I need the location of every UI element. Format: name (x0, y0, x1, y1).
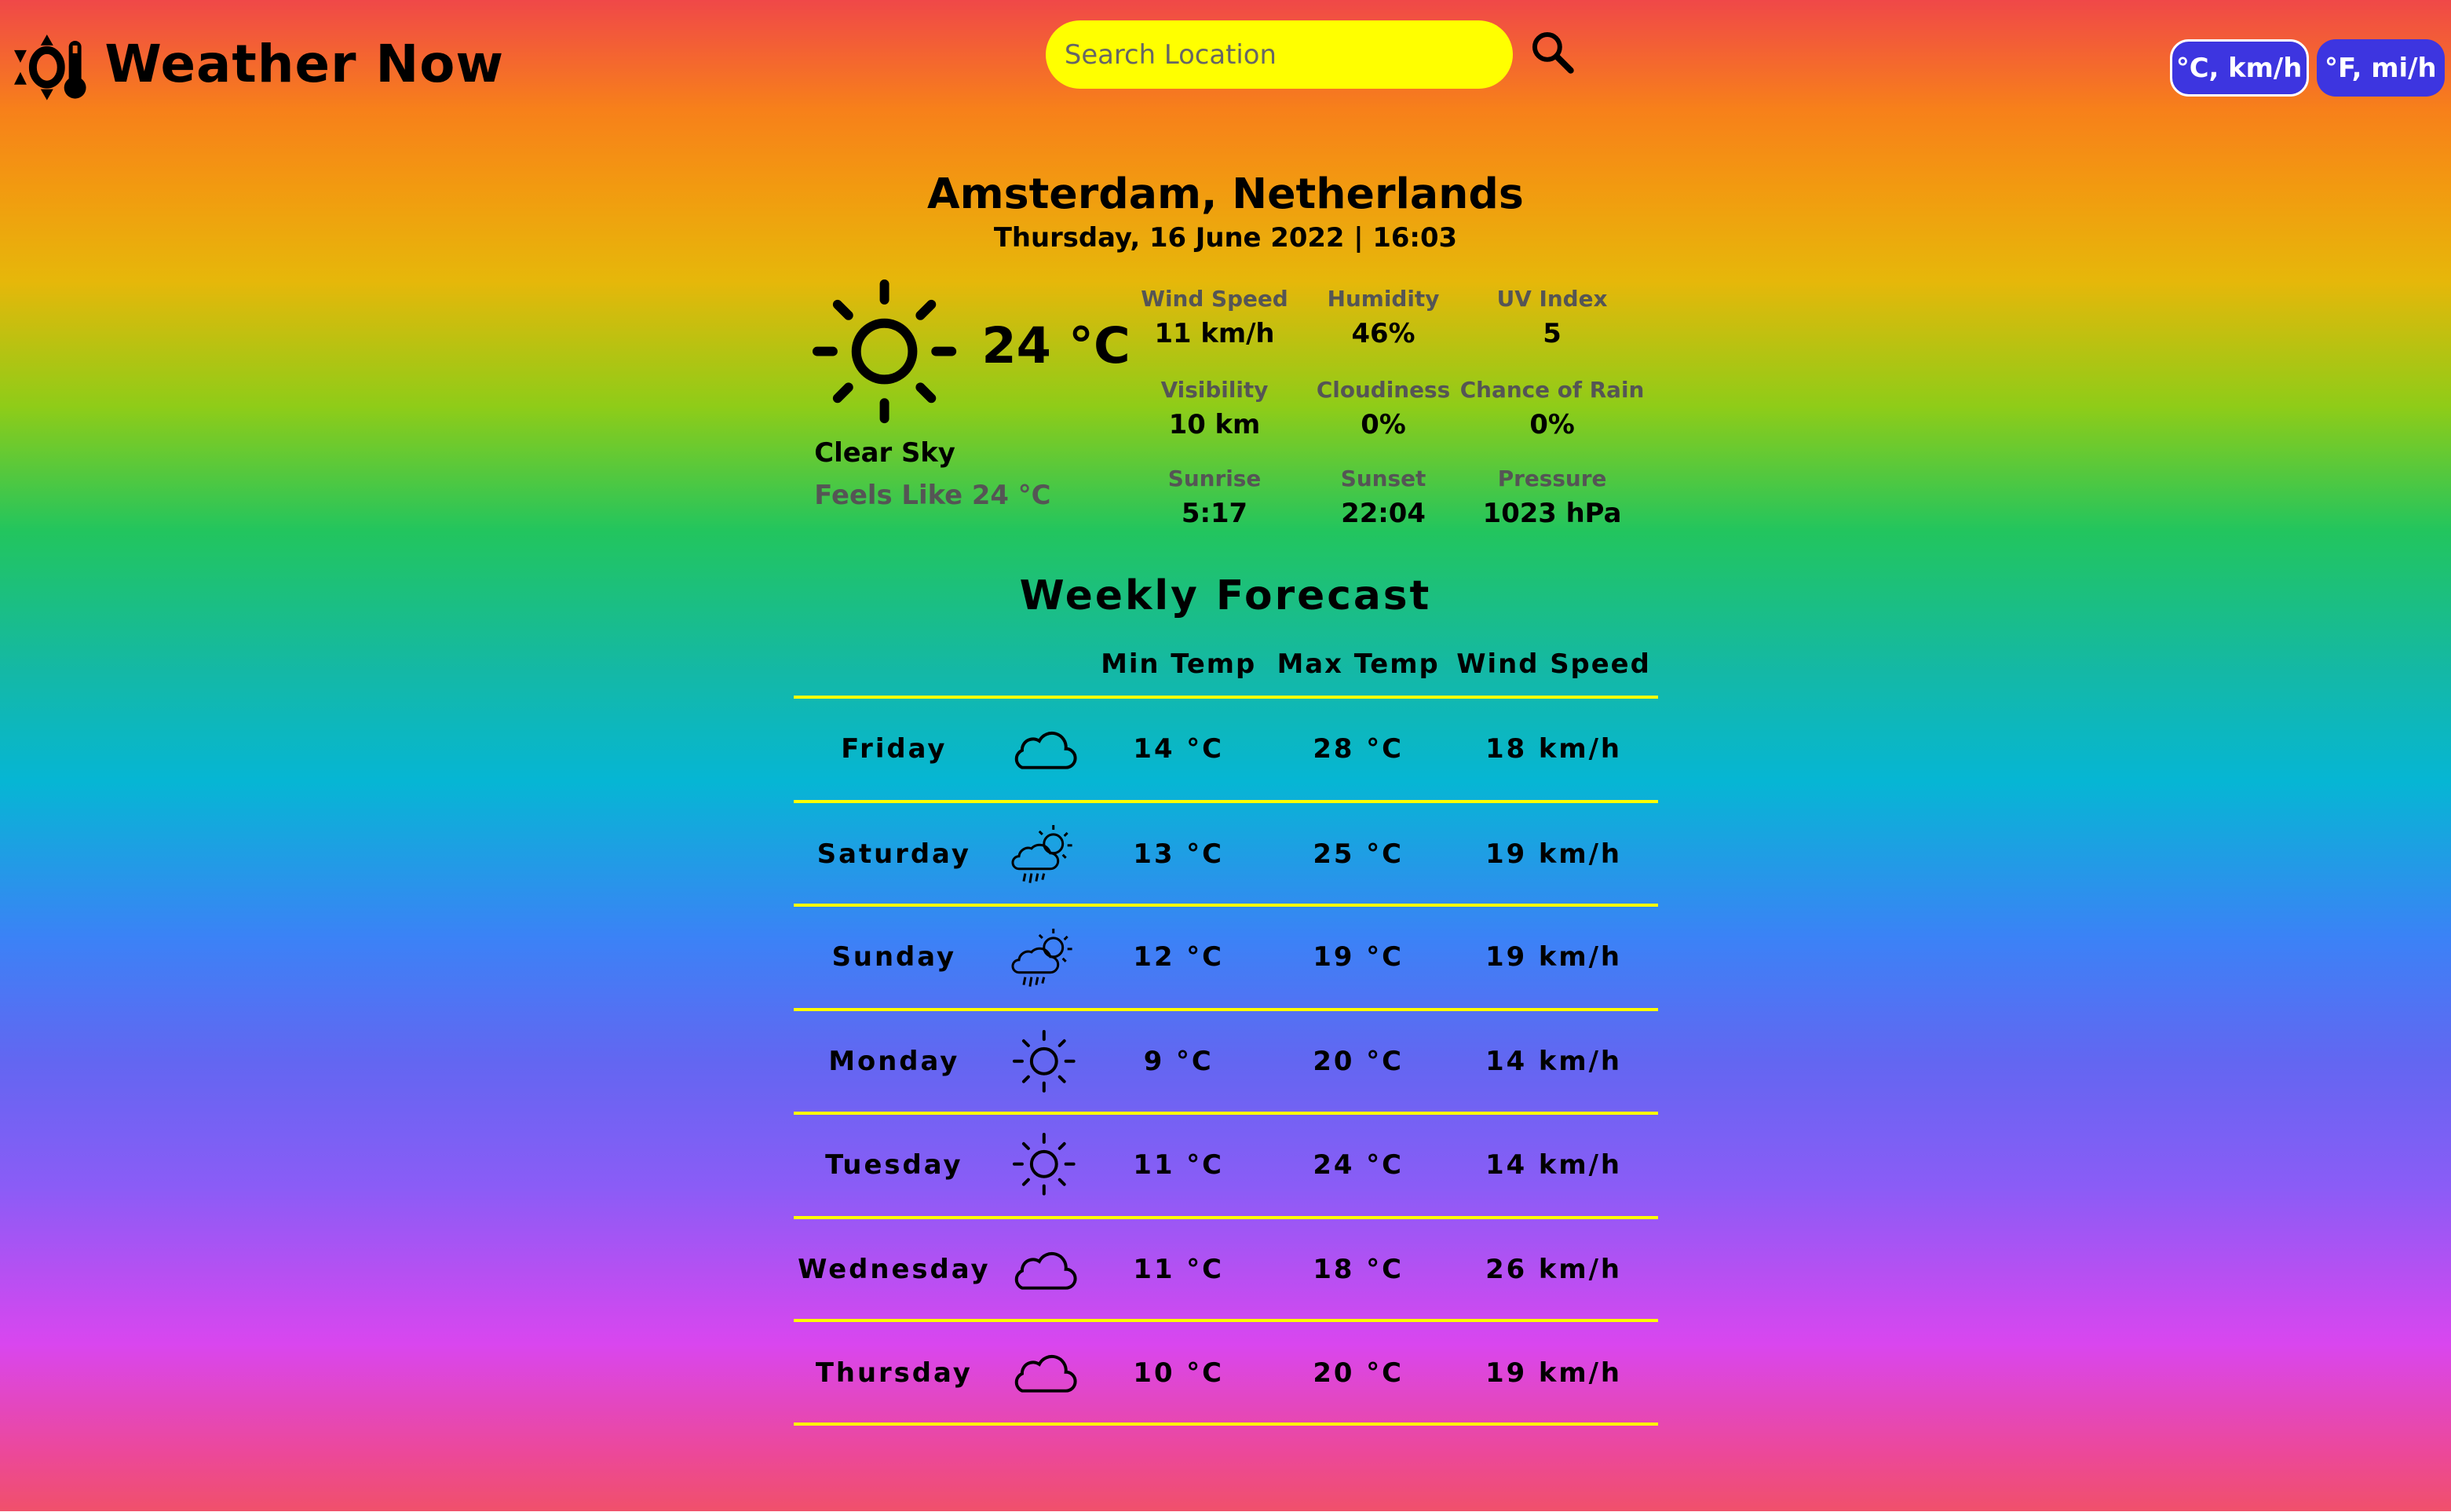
header-max-temp: Max Temp (1277, 648, 1440, 680)
sun-icon (1005, 1113, 1083, 1216)
forecast-wind-speed: 26 km/h (1485, 1254, 1623, 1285)
stat-uv-index (1459, 286, 1646, 349)
forecast-max-temp: 24 °C (1313, 1149, 1404, 1180)
forecast-max-temp: 18 °C (1313, 1254, 1404, 1285)
forecast-wind-speed: 14 km/h (1485, 1149, 1623, 1180)
stat-label: Humidity (1327, 286, 1440, 312)
location-title: Amsterdam, Netherlands (926, 169, 1524, 219)
forecast-min-temp: 11 °C (1133, 1254, 1224, 1285)
stat-value: 10 km (1168, 408, 1261, 440)
forecast-day: Wednesday (798, 1254, 991, 1285)
cloud-icon (1005, 1320, 1083, 1423)
forecast-day: Monday (828, 1046, 960, 1077)
forecast-max-temp: 19 °C (1313, 940, 1404, 972)
stat-sunset (1290, 466, 1478, 528)
search-input[interactable] (1046, 20, 1513, 89)
logo-sun-thermometer-icon (13, 31, 88, 104)
forecast-max-temp: 20 °C (1313, 1357, 1404, 1388)
stat-chance-of-rain (1459, 377, 1646, 440)
sun-icon (1005, 1010, 1083, 1112)
stat-cloudiness (1290, 377, 1478, 440)
stat-value: 0% (1529, 408, 1575, 440)
stat-pressure (1459, 466, 1646, 528)
app-title: Weather Now (104, 34, 505, 94)
feels-like: Feels Like 24 °C (814, 480, 1051, 511)
stat-label: UV Index (1496, 286, 1608, 312)
forecast-day: Tuesday (825, 1149, 963, 1180)
forecast-min-temp: 11 °C (1133, 1149, 1224, 1180)
header-wind-speed: Wind Speed (1456, 648, 1651, 680)
forecast-row-friday (794, 697, 1658, 800)
forecast-min-temp: 9 °C (1143, 1046, 1214, 1077)
forecast-day: Sunday (831, 940, 957, 972)
date-time: Thursday, 16 June 2022 | 16:03 (993, 221, 1458, 253)
forecast-row-monday (794, 1010, 1658, 1112)
stat-label: Sunset (1340, 466, 1426, 492)
stat-label: Visibility (1160, 376, 1269, 403)
forecast-min-temp: 14 °C (1133, 733, 1224, 765)
stat-value: 22:04 (1341, 498, 1426, 529)
forecast-row-saturday (794, 802, 1658, 904)
forecast-wind-speed: 19 km/h (1485, 1357, 1623, 1388)
stat-value: 1023 hPa (1482, 498, 1622, 529)
stat-label: Wind Speed (1141, 286, 1288, 312)
forecast-min-temp: 12 °C (1133, 940, 1224, 972)
stat-humidity (1290, 286, 1478, 349)
forecast-max-temp: 28 °C (1313, 733, 1404, 765)
forecast-title: Weekly Forecast (1019, 572, 1432, 619)
forecast-day: Saturday (816, 838, 971, 869)
stat-label: Chance of Rain (1459, 376, 1645, 403)
forecast-max-temp: 25 °C (1313, 838, 1404, 869)
stat-sunrise (1121, 466, 1309, 528)
stat-value: 5:17 (1181, 498, 1248, 529)
stat-value: 5 (1543, 318, 1562, 349)
header-min-temp: Min Temp (1101, 648, 1257, 680)
stat-value: 0% (1361, 408, 1406, 440)
stat-label: Cloudiness (1316, 376, 1451, 403)
stat-visibility (1121, 377, 1309, 440)
forecast-row-sunday (794, 905, 1658, 1008)
forecast-min-temp: 13 °C (1133, 838, 1224, 869)
forecast-wind-speed: 19 km/h (1485, 940, 1623, 972)
rain-sun-icon (1005, 802, 1083, 904)
forecast-day: Thursday (815, 1357, 973, 1388)
cloud-icon (1005, 697, 1083, 800)
sun-icon (811, 278, 958, 425)
forecast-row-thursday (794, 1320, 1658, 1423)
search-icon[interactable] (1529, 28, 1576, 75)
stat-label: Sunrise (1167, 466, 1262, 492)
forecast-wind-speed: 14 km/h (1485, 1046, 1623, 1077)
stat-value: 46% (1351, 318, 1415, 349)
cloud-icon (1005, 1218, 1083, 1320)
rain-sun-icon (1005, 905, 1083, 1008)
forecast-wind-speed: 18 km/h (1485, 733, 1623, 765)
current-temperature: 24 °C (981, 317, 1131, 376)
weather-condition: Clear Sky (814, 437, 955, 469)
forecast-min-temp: 10 °C (1133, 1357, 1224, 1388)
stat-value: 11 km/h (1154, 318, 1275, 349)
imperial-units-button[interactable]: °F, mi/h (2317, 39, 2445, 97)
stat-wind-speed (1121, 286, 1309, 349)
forecast-day: Friday (841, 733, 948, 765)
metric-units-button[interactable]: °C, km/h (2170, 39, 2309, 97)
forecast-row-wednesday (794, 1218, 1658, 1320)
stat-label: Pressure (1497, 466, 1607, 492)
forecast-max-temp: 20 °C (1313, 1046, 1404, 1077)
forecast-wind-speed: 19 km/h (1485, 838, 1623, 869)
forecast-row-tuesday (794, 1113, 1658, 1216)
